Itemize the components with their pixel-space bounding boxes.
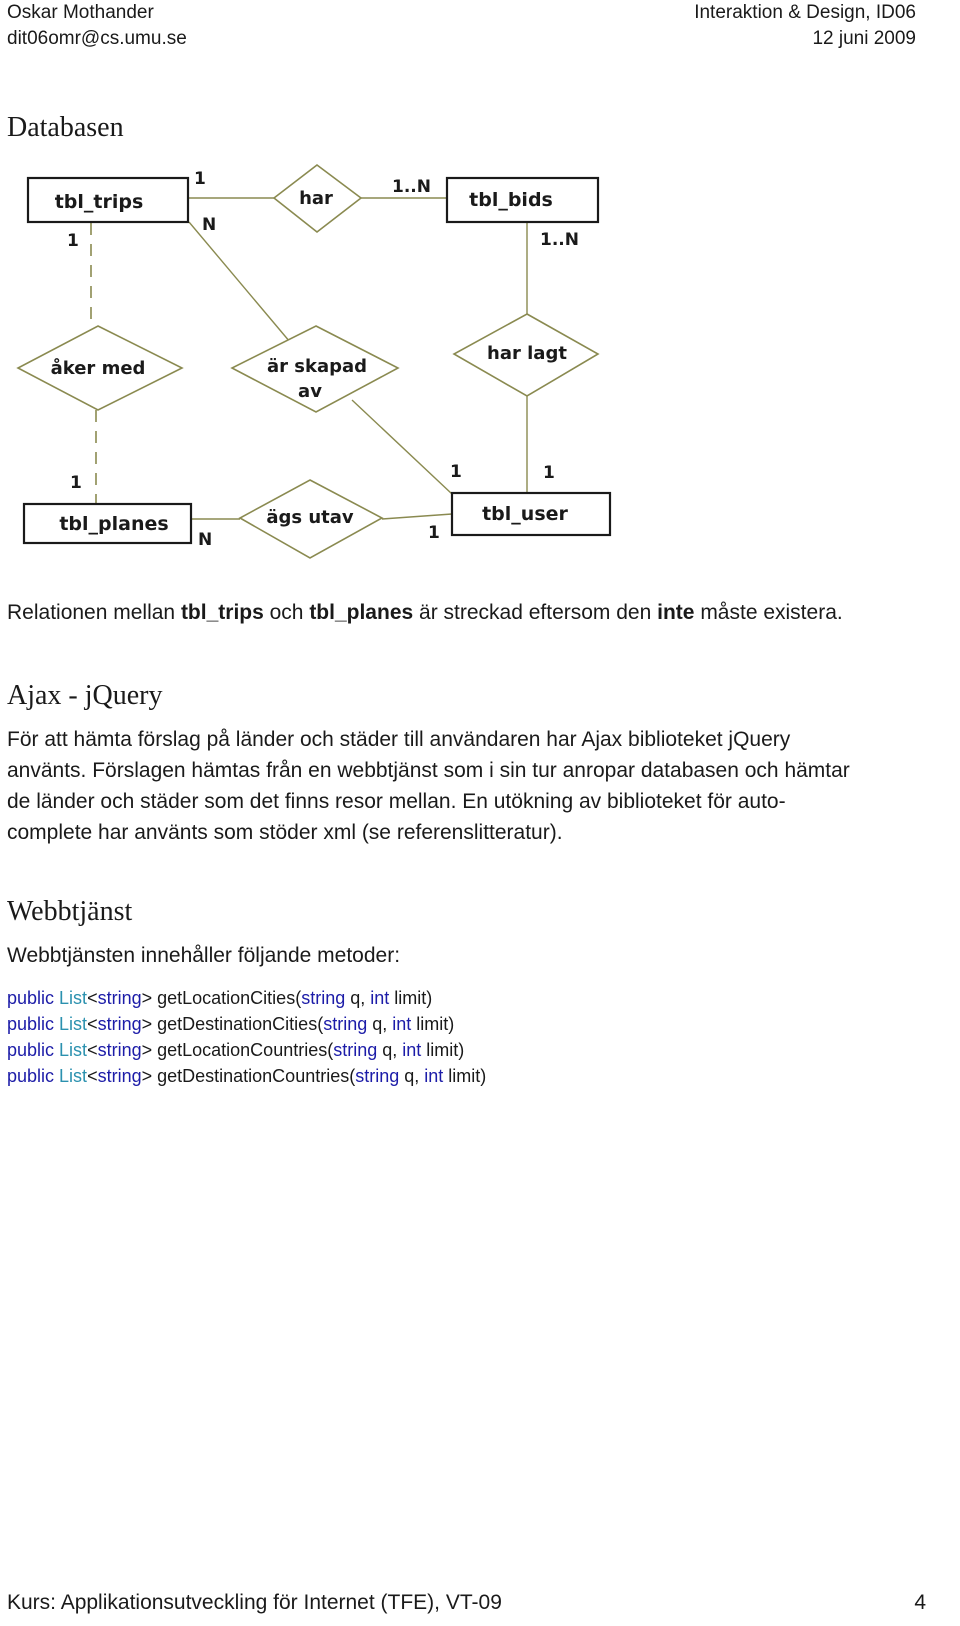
- caption-bold-inte: inte: [657, 601, 695, 624]
- course-code: Interaktion & Design, ID06: [694, 2, 916, 23]
- relation-label-ar-skapad-line1: är skapad: [266, 356, 368, 377]
- ajax-line: de länder och städer som det finns resor mellan. En utökning av biblioteket för auto-: [7, 790, 786, 813]
- entity-label-trips: tbl_trips: [54, 191, 144, 213]
- caption-text-1: Relationen mellan: [7, 601, 181, 624]
- entity-label-planes: tbl_planes: [59, 513, 169, 535]
- method-signature: public List<string> getLocationCountries(string q, int limit): [7, 1040, 465, 1060]
- relation-ags-utav: [240, 480, 382, 558]
- ajax-line: complete har använts som stöder xml (se referenslitteratur).: [7, 821, 563, 844]
- author-email: dit06omr@cs.umu.se: [7, 28, 187, 49]
- entity-tbl-planes: [24, 504, 191, 543]
- relation-aker-med: [18, 326, 182, 410]
- caption-bold-planes: tbl_planes: [309, 601, 414, 624]
- method-signature: public List<string> getDestinationCountries(string q, int limit): [7, 1066, 487, 1086]
- cardinality-user-skapad: 1: [450, 462, 462, 482]
- relation-har: [274, 165, 361, 232]
- document-date: 12 juni 2009: [812, 28, 916, 49]
- cardinality-trips-skapad: N: [202, 215, 217, 235]
- cardinality-har-bids: 1..N: [392, 177, 431, 197]
- cardinality-planes-ags: N: [198, 530, 213, 550]
- ajax-heading: Ajax - jQuery: [7, 680, 163, 711]
- cardinality-user-ags: 1: [428, 523, 440, 543]
- cardinality-trips-aker: 1: [67, 231, 79, 251]
- relation-label-har: har: [299, 188, 333, 209]
- author-name: Oskar Mothander: [7, 2, 154, 23]
- page-number: 4: [914, 1591, 926, 1614]
- relation-label-aker-med: åker med: [50, 358, 146, 379]
- diagram-caption: [7, 597, 843, 628]
- relation-label-har-lagt: har lagt: [487, 343, 567, 364]
- header-left: [7, 0, 187, 52]
- caption-text-4: måste existera.: [694, 601, 843, 624]
- entity-label-user: tbl_user: [482, 503, 568, 525]
- entity-tbl-bids: [447, 178, 598, 222]
- ajax-line: För att hämta förslag på länder och städer till användaren har Ajax biblioteket jQuery: [7, 728, 791, 751]
- relation-label-ags-utav: ägs utav: [266, 507, 354, 528]
- relation-label-ar-skapad-line2: av: [298, 381, 322, 402]
- relation-har-lagt: [454, 314, 598, 396]
- method-signature: public List<string> getLocationCities(string q, int limit): [7, 988, 433, 1008]
- method-list: [7, 985, 486, 1089]
- cardinality-user-harlagt: 1: [543, 463, 555, 483]
- ajax-line: använts. Förslagen hämtas från en webbtjänst som i sin tur anropar databasen och hämtar: [7, 759, 850, 782]
- caption-bold-trips: tbl_trips: [180, 601, 264, 624]
- method-signature: public List<string> getDestinationCities(string q, int limit): [7, 1014, 455, 1034]
- entity-tbl-trips: [28, 178, 188, 222]
- header-right: [694, 0, 916, 52]
- er-diagram: [0, 150, 640, 570]
- entity-label-bids: tbl_bids: [469, 189, 553, 211]
- caption-text-3: är streckad eftersom den: [413, 601, 658, 624]
- webservice-intro: Webbtjänsten innehåller följande metoder:: [7, 944, 401, 967]
- footer-course: Kurs: Applikationsutveckling för Internet (TFE), VT-09: [7, 1591, 502, 1614]
- cardinality-planes-aker: 1: [70, 473, 82, 493]
- database-heading: Databasen: [7, 112, 124, 143]
- caption-text-2: och: [263, 601, 310, 624]
- cardinality-bids-harlagt: 1..N: [540, 230, 579, 250]
- ajax-paragraph: [7, 724, 850, 848]
- cardinality-trips-har: 1: [194, 169, 206, 189]
- entity-tbl-user: [452, 493, 610, 535]
- relation-ar-skapad-av: [232, 326, 398, 412]
- webservice-heading: Webbtjänst: [7, 896, 133, 927]
